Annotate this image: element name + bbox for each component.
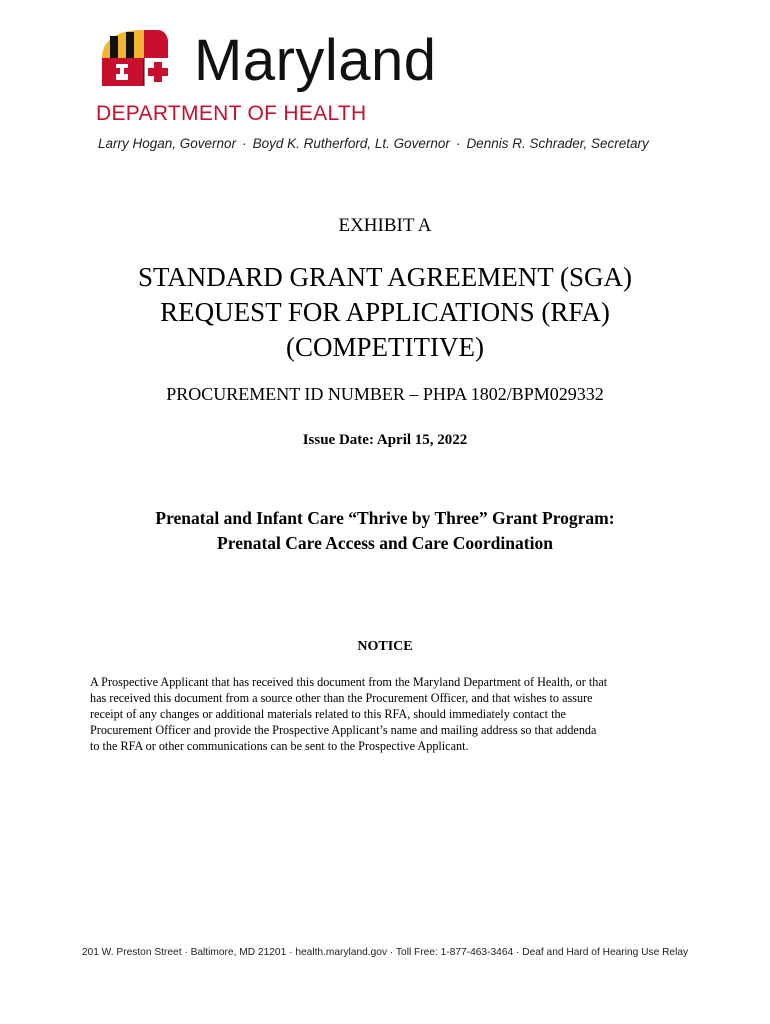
document-title	[0, 260, 770, 365]
page-footer: 201 W. Preston Street · Baltimore, MD 21201 · health.maryland.gov · Toll Free: 1-877-463-3464 · Deaf and Hard of Hearing Use Relay	[81, 947, 689, 958]
governor-name: Larry Hogan, Governor	[98, 136, 237, 151]
notice-line: receipt of any changes or additional materials related to this RFA, should immediately contact the	[90, 707, 566, 721]
separator-dot: ·	[242, 136, 247, 151]
notice-body	[90, 674, 690, 754]
program-line: Prenatal and Infant Care “Thrive by Three” Grant Program:	[155, 508, 615, 528]
maryland-flag-logo	[98, 28, 190, 86]
officials-line	[98, 136, 649, 152]
issue-date: Issue Date: April 15, 2022	[302, 432, 468, 448]
program-title	[0, 506, 770, 556]
notice-heading: NOTICE	[357, 639, 413, 654]
maryland-wordmark: Maryland	[194, 28, 437, 93]
lt-governor-name: Boyd K. Rutherford, Lt. Governor	[252, 136, 450, 151]
notice-line: has received this document from a source other than the Procurement Officer, and that wishes to assure	[90, 691, 593, 705]
program-line: Prenatal Care Access and Care Coordination	[217, 533, 553, 553]
title-line: (COMPETITIVE)	[286, 332, 484, 362]
notice-line: A Prospective Applicant that has received this document from the Maryland Department of Health, or that	[90, 675, 608, 689]
notice-line: to the RFA or other communications can be sent to the Prospective Applicant.	[90, 739, 469, 753]
department-name: DEPARTMENT OF HEALTH	[96, 102, 367, 125]
title-line: STANDARD GRANT AGREEMENT (SGA)	[137, 262, 633, 292]
exhibit-label: EXHIBIT A	[338, 215, 432, 236]
title-line: REQUEST FOR APPLICATIONS (RFA)	[160, 297, 610, 327]
secretary-name: Dennis R. Schrader, Secretary	[466, 136, 649, 151]
notice-line: Procurement Officer and provide the Prospective Applicant’s name and mailing address so that addenda	[90, 723, 597, 737]
letterhead	[96, 26, 696, 156]
separator-dot: ·	[455, 136, 461, 151]
procurement-id: PROCUREMENT ID NUMBER – PHPA 1802/BPM029332	[166, 384, 604, 404]
